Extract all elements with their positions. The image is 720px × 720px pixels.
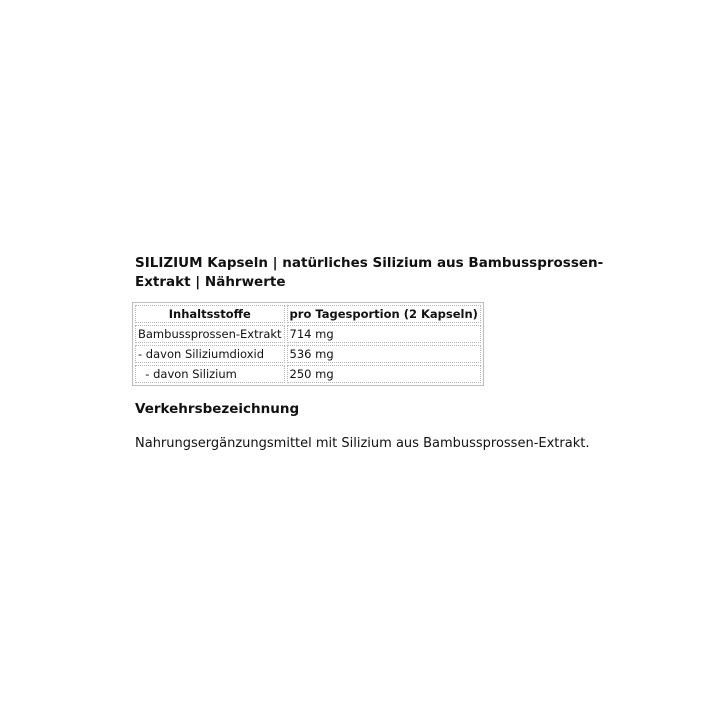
table-row (135, 365, 481, 383)
table-header-row (135, 305, 481, 323)
document-title: SILIZIUM Kapseln | natürliches Silizium aus Bambussprossen-Extrakt | Nährwerte (135, 255, 604, 290)
nutrition-table (132, 302, 484, 386)
document-content (135, 254, 605, 452)
section-heading: Verkehrsbezeichnung (135, 401, 300, 417)
column-header-amount: pro Tagesportion (2 Kapseln) (287, 305, 481, 323)
amount-cell: 714 mg (287, 325, 481, 343)
amount-cell: 250 mg (287, 365, 481, 383)
column-header-ingredients: Inhaltsstoffe (135, 305, 285, 323)
table-row (135, 325, 481, 343)
ingredient-cell: - davon Siliziumdioxid (135, 345, 285, 363)
table-row (135, 345, 481, 363)
ingredient-cell: - davon Silizium (135, 365, 285, 383)
amount-cell: 536 mg (287, 345, 481, 363)
ingredient-cell: Bambussprossen-Extrakt (135, 325, 285, 343)
section-text: Nahrungsergänzungsmittel mit Silizium aus Bambussprossen-Extrakt. (135, 436, 590, 451)
